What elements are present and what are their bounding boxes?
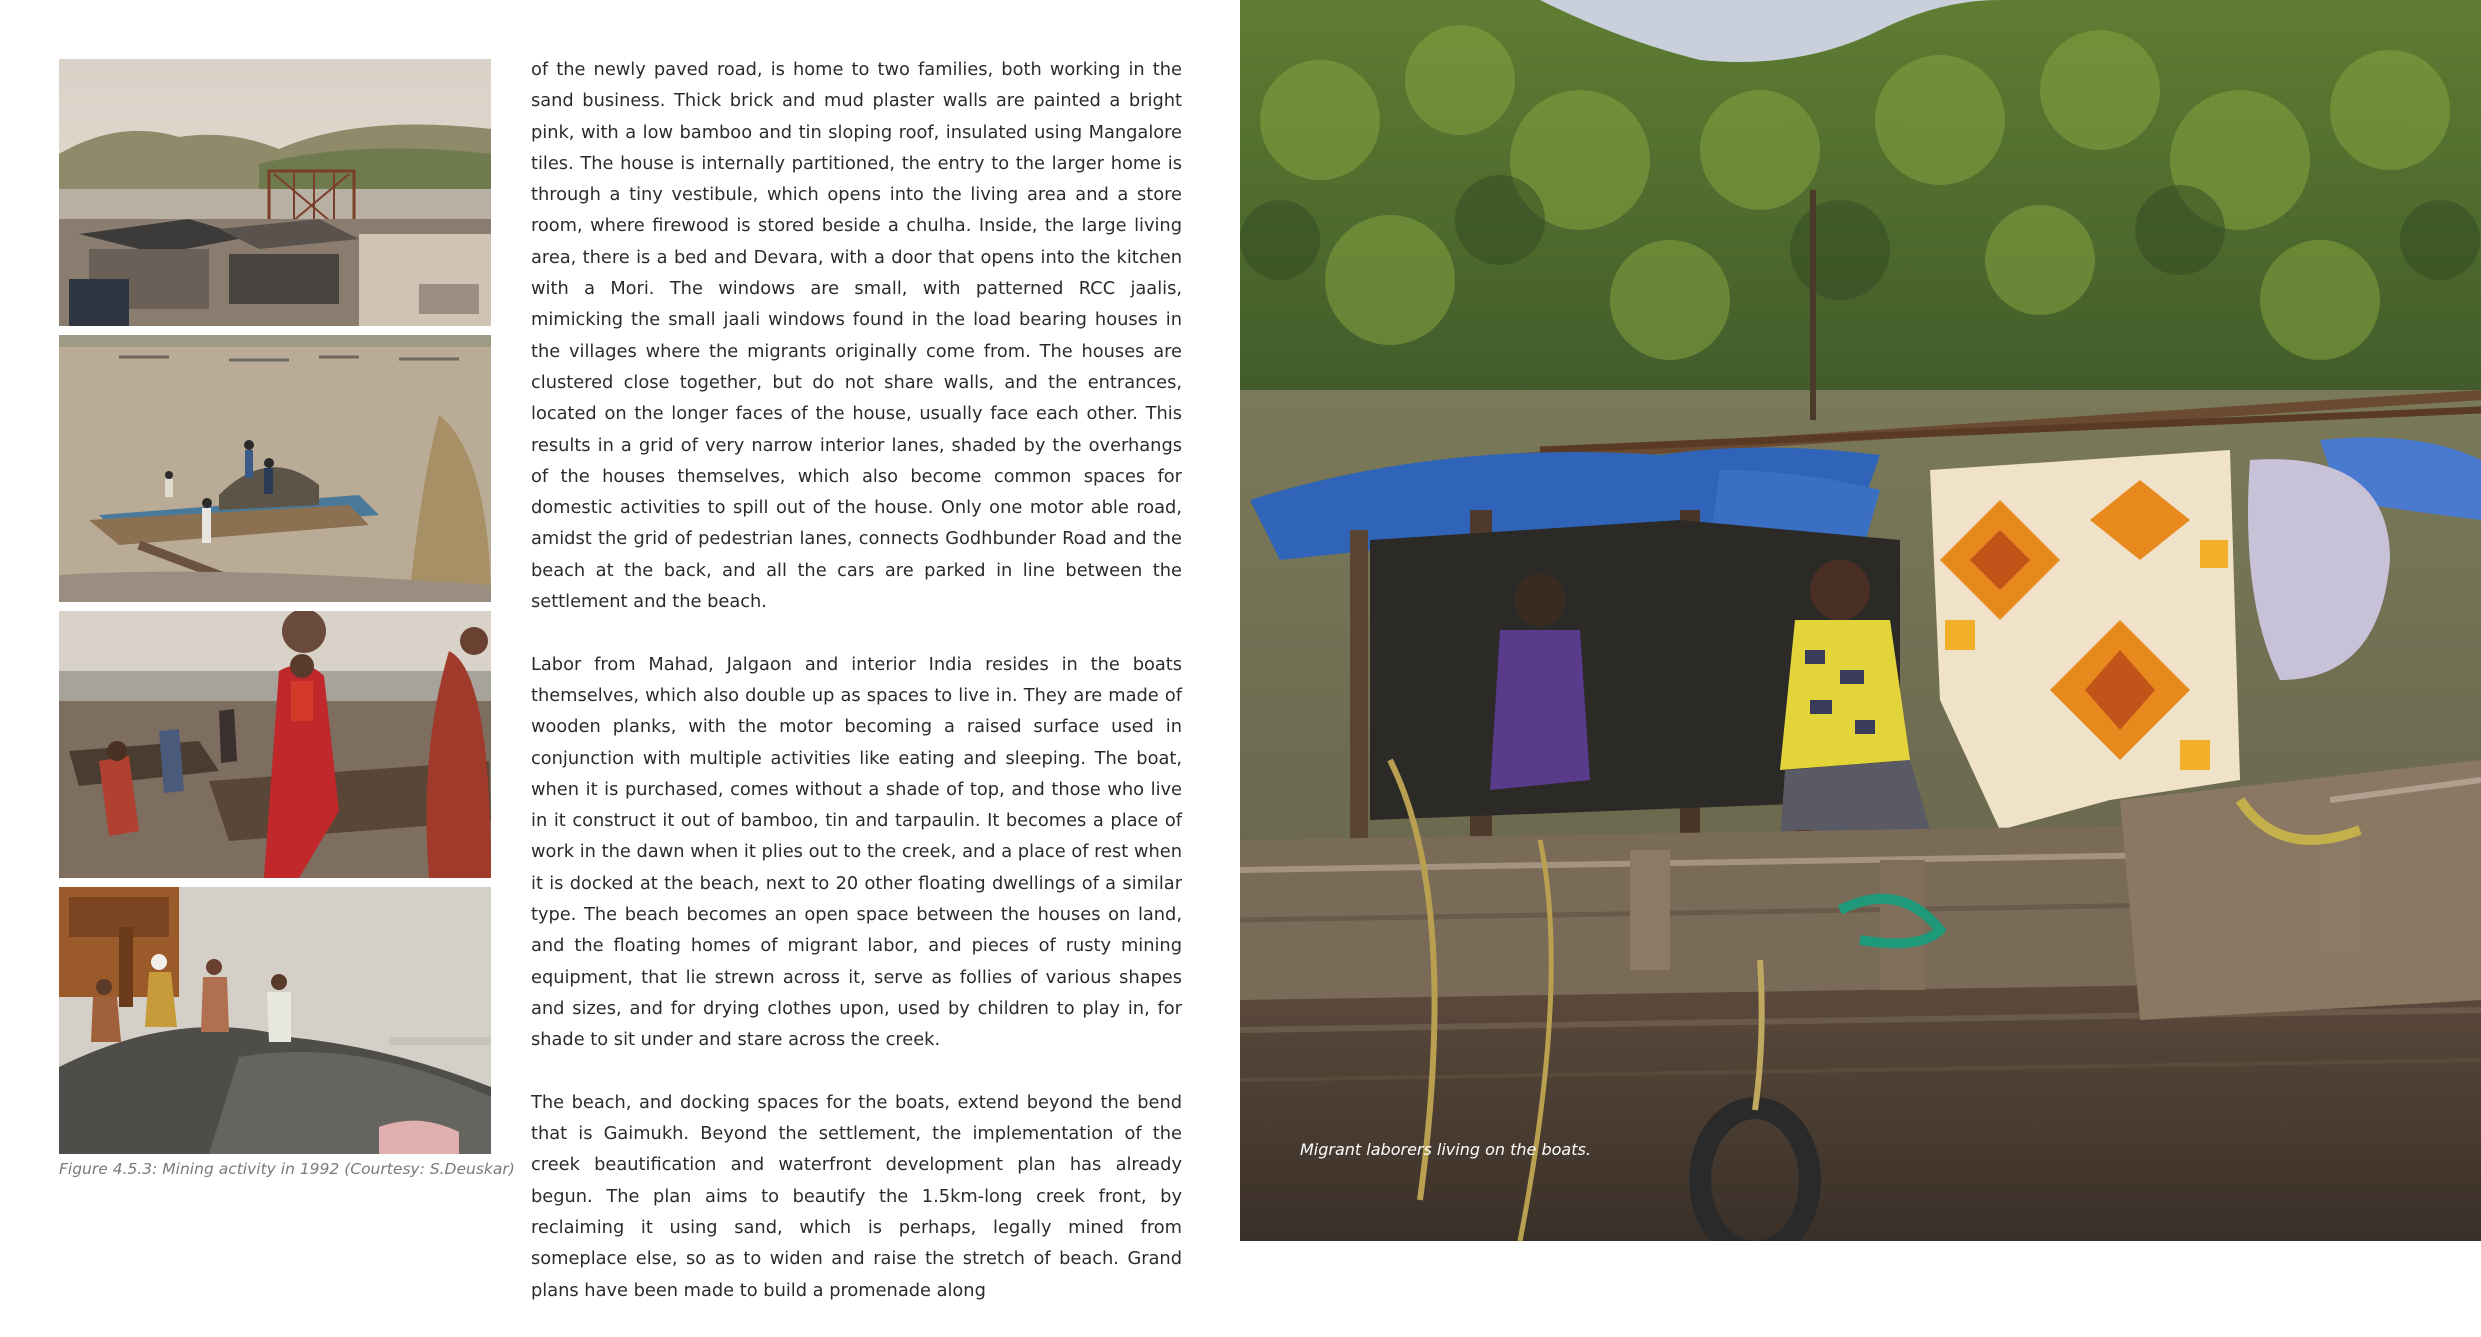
paragraph-settlement: of the newly paved road, is home to two families, both working in the sand business. Thick brick and mud plaster walls are painted a bright pink, with a low bamboo and tin sloping roof, insulated using Mangalore tiles. The house is internally partitioned, the entry to the larger home is through a tiny vestibule, which opens into the living area and a store room, where firewood is stored beside a chulha. Inside, the large living area, there is a bed and Devara, with a door that opens into the kitchen with a Mori. The windows are small, with patterned RCC jaalis, mimicking the small jaali windows found in the load bearing houses in the villages where the migrants originally come from. The houses are clustered close together, but do not share walls, and the entrances, located on the longer faces of the house, usually face each other. This results in a grid of very narrow interior lanes, shaded by the overhangs of the houses themselves, which also become common spaces for domestic activities to spill out of the house. Only one motor able road, amidst the grid of pedestrian lanes, connects Godhbunder Road and the beach at the back, and all the cars are parked in line between the settlement and the beach. (531, 59, 1182, 613)
paragraph-beach: The beach, and docking spaces for the boats, extend beyond the bend that is Gaimukh. Beyond the settlement, the implementation of the creek beautification and waterfront development plan has already begun. The plan aims to beautify the 1.5km-long creek front, by reclaiming it using sand, which is perhaps, legally mined from someplace else, so as to widen and raise the stretch of beach. Grand plans have been made to build a promenade along (531, 1091, 1182, 1301)
body-text (531, 54, 1182, 1337)
paragraph-boats: Labor from Mahad, Jalgaon and interior India resides in the boats themselves, which also double up as spaces to live in. They are made of wooden planks, with the motor becoming a raised surface used in conjunction with multiple activities like eating and sleeping. The boat, when it is purchased, comes without a shade of top, and those who live in it construct it out of bamboo, tin and tarpaulin. It becomes a place of work in the dawn when it plies out to the creek, and a place of rest when it is docked at the beach, next to 20 other floating dwellings of a similar type. The beach becomes an open space between the houses on land, and the floating homes of migrant labor, and pieces of rusty mining equipment, that lie strewn across it, serve as follies of various shapes and sizes, and for drying clothes upon, used by children to play in, for shade to sit under and stare across the creek. (531, 653, 1182, 1051)
settlement-and-hills-photo (59, 59, 491, 326)
laborers-carrying-sand-photo (59, 611, 491, 878)
workers-on-sand-heap-photo (59, 887, 491, 1154)
sand-boat-photo (59, 335, 491, 602)
photo-caption: Migrant laborers living on the boats. (1300, 1140, 1591, 1159)
boat-dwelling-photo (1240, 0, 2481, 1241)
left-page (0, 0, 1240, 1301)
figure-caption: Figure 4.5.3: Mining activity in 1992 (Courtesy: S.Deuskar) (59, 1160, 515, 1178)
